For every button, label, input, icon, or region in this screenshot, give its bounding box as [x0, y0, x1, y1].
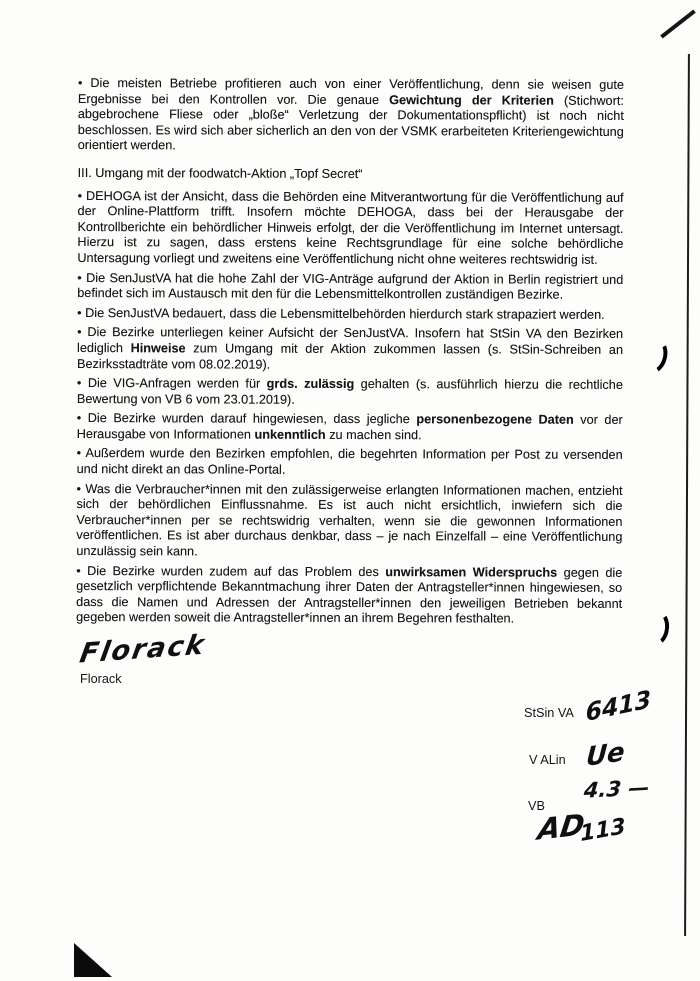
bullet-unwirksamer-widerspruch: • Die Bezirke wurden zudem auf das Problem des unwirksamen Widerspruchs gegen die gesetzlich verpflichtende Bekanntmachung ihrer Daten der Antragsteller*innen hingewiesen, so dass die Namen und Adressen der Antragsteller*innen den jeweiligen Betrieben bekannt gegeben werden soweit die Antragsteller*innen an ihrem Begehren festhalten.: [76, 563, 623, 626]
bullet-verbraucherinnen: • Was die Verbraucher*innen mit den zulässigerweise erlangten Informationen machen, entzieht sich der behördlichen Einflussnahme. Es ist auch nicht ersichtlich, inwiefern sich die Verbraucher*innen per se rechtswidrig verhalten, wenn sie die gewonnen Informationen veröffentlichen. Es ist aber durchaus denkbar, dass – je nach Einzelfall – eine Veröffentlichung unzulässig sein kann.: [76, 481, 623, 559]
bullet-personenbezogene-daten: • Die Bezirke wurden darauf hingewiesen, dass jegliche personenbezogene Daten vor der Herausgabe von Informationen unkenntlich zu machen sind.: [76, 411, 623, 443]
document-content: [76, 76, 624, 632]
approval-label-v-alin: V ALin: [529, 753, 566, 767]
approval-label-stsin-va: StSin VA: [524, 706, 574, 720]
approval-handwritten-date-v-alin: 4.3 —: [582, 775, 651, 803]
approval-handwritten-mark-vb: AD: [535, 807, 587, 847]
section-heading: III. Umgang mit der foodwatch-Aktion „Topf Secret“: [77, 165, 363, 181]
approval-handwritten-mark-stsin-va: 6413: [585, 684, 652, 728]
scan-artifact-curl-lower: [641, 608, 672, 647]
scan-artifact-top-right-mark: [660, 9, 696, 38]
approval-handwritten-mark-v-alin: Ue: [585, 737, 626, 773]
handwritten-signature: Florack: [77, 629, 209, 670]
scan-artifact-right-edge-line: [684, 54, 690, 936]
bullet-post-versand: • Außerdem wurde den Bezirken empfohlen, die begehrten Information per Post zu versenden und nicht direkt an das Online-Portal.: [76, 446, 623, 477]
typed-signature-name: Florack: [80, 672, 122, 686]
bullet-senjustva-bedauert: • Die SenJustVA bedauert, dass die Lebensmittelbehörden hierdurch stark strapaziert werden.: [77, 305, 605, 322]
bullet-vig-anfragen: • Die VIG-Anfragen werden für grds. zulässig gehalten (s. ausführlich hierzu die rechtliche Bewertung von VB 6 vom 23.01.2019).: [76, 376, 623, 407]
bullet-bezirke-hinweise: • Die Bezirke unterliegen keiner Aufsicht der SenJustVA. Insofern hat StSin VA den Bezirken lediglich Hinweise zum Umgang mit der Aktion zukommen lassen (s. StSin-Schreiben an Bezirksstadträte vom 08.02.2019).: [76, 325, 624, 372]
bullet-dehoga: • DEHOGA ist der Ansicht, dass die Behörden eine Mitverantwortung für die Veröffentlichung auf der Online-Plattform trifft. Insofern möchte DEHOGA, dass bei der Herausgabe der Kontrollberichte ein behördlicher Hinweis erfolgt, der die Veröffentlichung im Internet untersagt. Hierzu ist zu sagen, dass erstens keine Rechtsgrundlage für eine solche behördliche Untersagung vorliegt und zweitens eine Veröffentlichung nicht ohne weiteres rechtswidrig ist.: [77, 188, 624, 267]
bullet-senjustva-registriert: • Die SenJustVA hat die hohe Zahl der VIG-Anträge aufgrund der Aktion in Berlin registriert und befindet sich im Austausch mit den für die Lebensmittelkontrollen zuständigen Bezirke.: [77, 270, 624, 302]
approval-handwritten-date-vb: 113: [579, 813, 627, 848]
scan-artifact-bottom-left-corner: [74, 943, 112, 977]
scan-artifact-curl-upper: [637, 335, 672, 377]
intro-paragraph: • Die meisten Betriebe profitieren auch von einer Veröffentlichung, denn sie weisen gute Ergebnisse bei den Kontrollen vor. Die genaue Gewichtung der Kriterien (Stichwort: abgebrochene Fliese oder „bloße“ Verletzung der Dokumentationspflicht) ist noch nicht beschlossen. Es wird sich aber sicherlich an den von der VSMK erarbeiteten Kriteriengewichtung orientiert werden.: [77, 76, 624, 153]
approval-label-vb: VB: [528, 799, 545, 813]
